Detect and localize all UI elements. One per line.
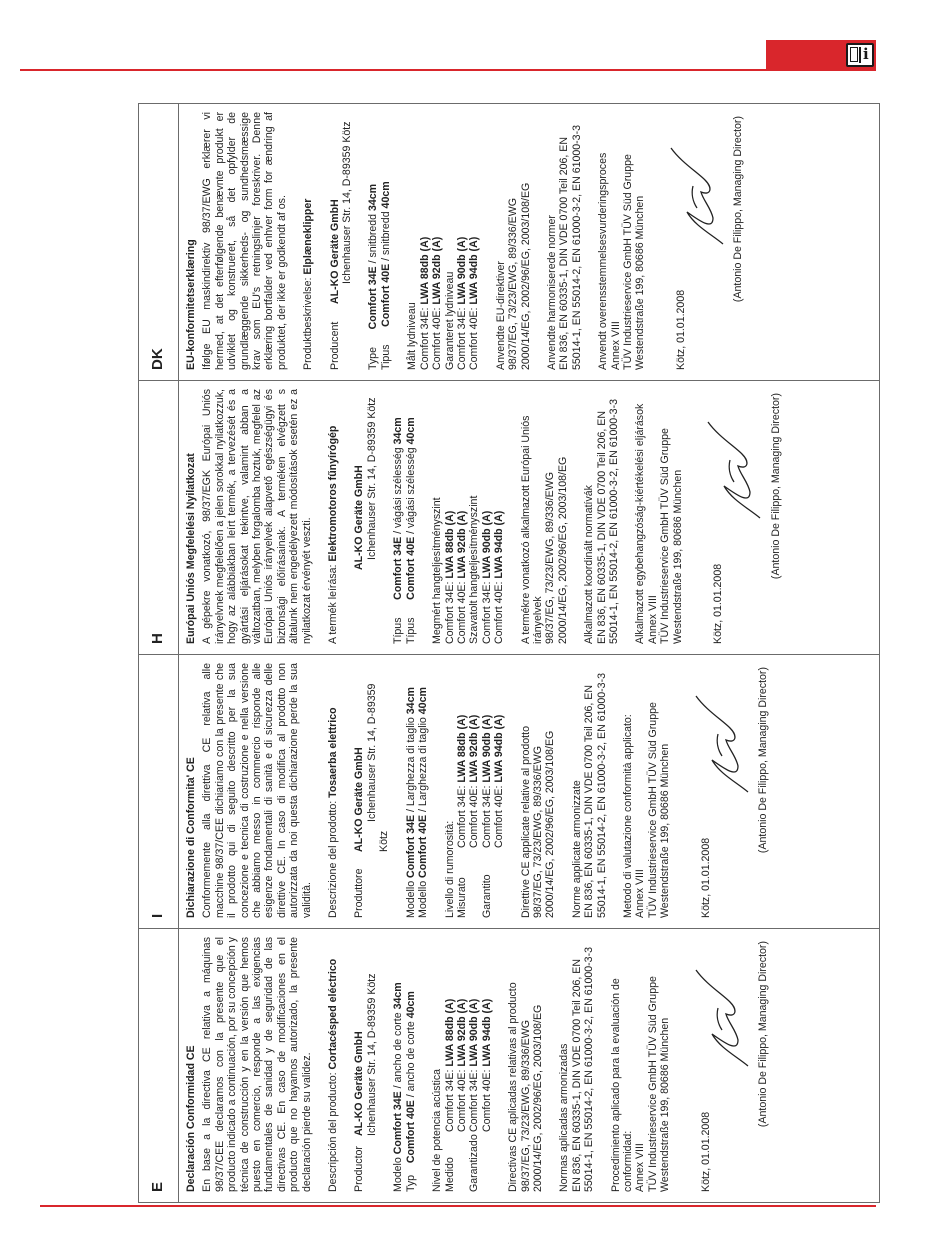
noise-title: Livello di rumorosità: [443, 820, 456, 918]
procedure-body: TÜV Industrieservice GmbH TÜV Süd Gruppe [646, 702, 659, 918]
procedure-address: Westendstraße 199, 80686 München [634, 195, 647, 370]
place-date: Kötz, 01.01.2008 [699, 837, 712, 918]
signer-name: (Antonio De Filippo, Managing Director) [757, 667, 770, 854]
product-description: Descrizione del prodotto: Tosaerba elettrico [327, 707, 340, 918]
producer-block: Producent AL-KO Geräte GmbH Ichenhauser Str. 14, D-89359 Kötz [328, 121, 354, 370]
procedure-title: Metodo di valutazione conformità applicato: [621, 714, 634, 918]
signature-block [704, 389, 782, 644]
procedure-title: Anvendt overensstemmelsesvurderingsproces [597, 152, 610, 370]
signer-name: (Antonio De Filippo, Managing Director) [769, 393, 782, 580]
directives-line-2: 2000/14/EG, 2002/96/EG, 2003/108/EG [519, 182, 532, 370]
column-h [138, 381, 880, 655]
column-header: I [138, 655, 179, 928]
signature-scribble [692, 690, 756, 800]
directives-title: Directivas CE aplicadas relativas al producto [507, 982, 520, 1192]
procedure-body: TÜV Industrieservice GmbH TÜV Süd Gruppe [659, 428, 672, 644]
noise-measured-2: Comfort 40E: LWA 92db (A) [455, 510, 468, 644]
declaration-body: En base a la directiva CE relativa a máquinas 98/37/CEE declaramos con la presente que el producto indicado a continuación, por su concepción y técnica de construcción y en la versión que hemos puesto en comercio, responde a las exigencias fundamentales de sanidad y de seguridad de las directivas CE. En caso de modificaciones en el producto que no hayamos autorizado, la presente declaración pierde su validez. [201, 936, 313, 1192]
norms-title: Alkalmazott koordinált normatívák [583, 485, 596, 644]
noise-measured-1: Comfort 34E: LWA 88db (A) [443, 510, 456, 644]
column-header: E [138, 929, 179, 1202]
declaration-body: Conformemente alla direttiva CE relativa alle macchine 98/37/CEE dichiariamo con la presente che il prodotto qui di seguito descritto per la sua concezione e tecnica di costruzione e nella versione che abbiamo messo in commercio risponde alle esigenze fondamentali di sanità e di sicurezza delle direttive CE. In caso di modifica al prodotto non autorizzata da noi questa dichiarazione perde la sua validità. [201, 663, 313, 918]
column-header: DK [138, 104, 179, 380]
directives-title: Anvendte EU-direktiver [494, 261, 507, 370]
noise-title: Megmért hangteljesítményszint [431, 497, 444, 644]
norms-text: EN 836, EN 60335-1, DIN VDE 0700 Teil 206, EN 55014-1, EN 55014-2, EN 61000-3-2, EN 61000-3-3 [570, 947, 596, 1192]
product-description: Produktbeskrivelse: Elplæneklipper [302, 198, 315, 370]
norms-text: EN 836, EN 60335-1, DIN VDE 0700 Teil 206, EN 55014-1, EN 55014-2, EN 61000-3-2, EN 61000-3-3 [595, 399, 620, 644]
top-red-line [20, 69, 876, 71]
declaration-title: Declaración Conformidad CE [185, 1045, 197, 1192]
model-line-2: Modello Comfort 40E / Larghezza di taglio 40cm [417, 687, 430, 918]
directives-line-1: 98/37/EG, 73/23/EWG, 89/336/EWG [531, 746, 544, 918]
noise-guaranteed-title: Szavatolt hangteljesítményszint [468, 495, 481, 644]
norms-text: EN 836, EN 60335-1, DIN VDE 0700 Teil 206, EN 55014-1, EN 55014-2, EN 61000-3-2, EN 61000-3-3 [558, 125, 583, 370]
place-date: Kötz, 01.01.2008 [712, 563, 724, 644]
procedure-address: Westendstraße 199, 80686 München [659, 1017, 672, 1192]
column-i [138, 655, 880, 929]
model-line-2: Típus Comfort 40E / vágási szélesség 40cm [404, 417, 417, 644]
signature-block [692, 663, 770, 918]
noise-measured: Medido Comfort 34E: LWA 88db (A) Comfort 40E: LWA 92db (A) [443, 998, 468, 1192]
procedure-annex: Annex VIII [646, 595, 659, 644]
declaration-title: Európai Uniós Megfelelési Nyilatkozat [185, 453, 197, 644]
declaration-title: EU-konformitetserklæring [185, 239, 197, 370]
manual-book-info-icon: i [846, 43, 874, 67]
place-date: Kötz, 01.01.2008 [674, 289, 687, 370]
noise-guaranteed-title: Garanteret lydniveau [443, 271, 456, 370]
declaration-body: A gépekre vonatkozó, 98/37/EGK Európai Uniós irányelvnek megfelelően a jelen sorokkal nyilatkozzuk, hogy az alábbiakban leírt termék, a tervezését és a gyártási eljárásokat tekintve, valamint abban a változatban, melyben forgalomba hoztuk, megfelel az Európai Uniós irányelvek alapvető egészségügyi és biztonsági előírásainak. A terméken elvégzett s általunk nem engedélyezett módosítások esetén ez a nyilatkozat érvényét veszti. [201, 389, 313, 644]
signature-block [667, 112, 745, 370]
noise-guaranteed: Garantito Comfort 34E: LWA 90db (A) Comfort 40E: LWA 94db (A) [480, 714, 506, 918]
noise-guaranteed-1: Comfort 34E: LWA 90db (A) [480, 510, 493, 644]
signature-scribble [667, 142, 731, 252]
producer-block: AL-KO Geräte GmbH Ichenhauser Str. 14, D-89359 Kötz [353, 397, 378, 570]
norms-title: Anvendte harmoniserede normer [545, 215, 558, 370]
declaration-body: Ifølge EU maskindirektiv 98/37/EWG erklærer vi hermed, at det efterfølgende benævnte produkt er udviklet og konstrueret, så det opfylder de grundlæggende sikkerheds- og sundhedsmæssige krav som EU's retningslinjer foreskriver. Denne erklæring bortfalder ved enhver form for ændring af produktet, der ikke er godkendt af os. [201, 112, 288, 370]
place-date: Kötz, 01.01.2008 [699, 1111, 712, 1192]
column-e [138, 929, 880, 1203]
directives-line-1: 98/37/EG, 73/23/EWG, 89/336/EWG [507, 198, 520, 370]
noise-guaranteed: Garantizado Comfort 34E: LWA 90db (A) Comfort 40E: LWA 94db (A) [468, 998, 493, 1192]
noise-guaranteed-2: Comfort 40E: LWA 94db (A) [468, 236, 481, 370]
product-description: Descripción del producto: Cortacésped eléctrico [327, 958, 340, 1192]
column-header: H [138, 381, 179, 654]
column-dk [138, 103, 880, 381]
producer-block: Productor AL-KO Geräte GmbH Ichenhauser Str. 14, D-89359 Kötz [353, 973, 378, 1192]
directives-line-1: 98/37/EG, 73/23/EWG, 89/336/EWG [519, 1020, 532, 1192]
procedure-body: TÜV Industrieservice GmbH TÜV Süd Gruppe [646, 976, 659, 1192]
model-line-1: Típus Comfort 34E / vágási szélesség 34cm [392, 417, 405, 644]
noise-title: Målt lydniveau [406, 302, 419, 370]
noise-measured-1: Comfort 34E: LWA 88db (A) [418, 236, 431, 370]
procedure-address: Westendstraße 199, 80686 München [659, 743, 672, 918]
model-line-2: Tipus Comfort 40E / snitbredd 40cm [379, 181, 392, 370]
procedure-title: Procedimiento aplicado para la evaluación de conformidad: [609, 978, 634, 1192]
signer-name: (Antonio De Filippo, Managing Director) [757, 941, 770, 1128]
declaration-table [138, 103, 880, 1203]
directives-line-2: 2000/14/EG, 2002/96/EG, 2003/108/EG [544, 730, 557, 918]
signature-block [692, 937, 770, 1192]
procedure-annex: Annex VIII [634, 1143, 647, 1192]
procedure-annex: Annex VIII [609, 321, 622, 370]
declaration-title: Dichiarazione di Conformita' CE [185, 757, 197, 918]
procedure-title: Alkalmazott egybehangzóság-kiértékelési eljárások [634, 403, 647, 644]
model-line-1: Type Comfort 34E / snitbredd 34cm [367, 183, 380, 370]
signer-name: (Antonio De Filippo, Managing Director) [732, 116, 745, 303]
producer-block: Produttore AL-KO Geräte GmbH Ichenhauser Str. 14, D-89359 Kötz [353, 683, 391, 918]
norms-text: EN 836, EN 60335-1, DIN VDE 0700 Teil 206, EN 55014-1, EN 55014-2, EN 61000-3-2, EN 61000-3-3 [583, 673, 608, 918]
noise-guaranteed-2: Comfort 40E: LWA 94db (A) [493, 510, 506, 644]
noise-title: Nivel de potencia acústica [431, 1068, 444, 1192]
directives-title: A termékre vonatkozó alkalmazott Európai Uniós irányelvek [519, 415, 544, 644]
norms-title: Norme applicate armonizzate [570, 780, 583, 918]
directives-line-2: 2000/14/EG, 2002/96/EG, 2003/108/EG [531, 1004, 544, 1192]
model-line-2: Typ Comfort 40E / ancho de corte 40cm [404, 991, 417, 1192]
bottom-red-line [40, 1205, 876, 1207]
directives-line-1: 98/37/EG, 73/23/EWG, 89/336/EWG [544, 472, 557, 644]
norms-title: Normas aplicadas armonizadas [558, 1043, 571, 1192]
noise-measured-2: Comfort 40E: LWA 92db (A) [431, 236, 444, 370]
directives-line-2: 2000/14/EG, 2002/96/EG, 2003/108/EG [556, 456, 569, 644]
model-line-1: Modello Comfort 34E / Larghezza di taglio 34cm [404, 687, 417, 918]
signature-scribble [692, 964, 756, 1074]
procedure-body: TÜV Industrieservice GmbH TÜV Süd Gruppe [621, 154, 634, 370]
noise-guaranteed-1: Comfort 34E: LWA 90db (A) [455, 236, 468, 370]
model-line-1: Modelo Comfort 34E / ancho de corte 34cm [392, 982, 405, 1192]
procedure-address: Westendstraße 199, 80686 München [671, 469, 684, 644]
noise-measured: Misurato Comfort 34E: LWA 88db (A) Comfort 40E: LWA 92db (A) [455, 714, 481, 918]
product-description: A termék leírása: Elektromotoros fűnyírógép [327, 425, 340, 644]
signature-scribble [704, 416, 768, 526]
procedure-annex: Annex VIII [634, 869, 647, 918]
directives-title: Direttive CE applicate relative al prodotto [519, 726, 532, 918]
